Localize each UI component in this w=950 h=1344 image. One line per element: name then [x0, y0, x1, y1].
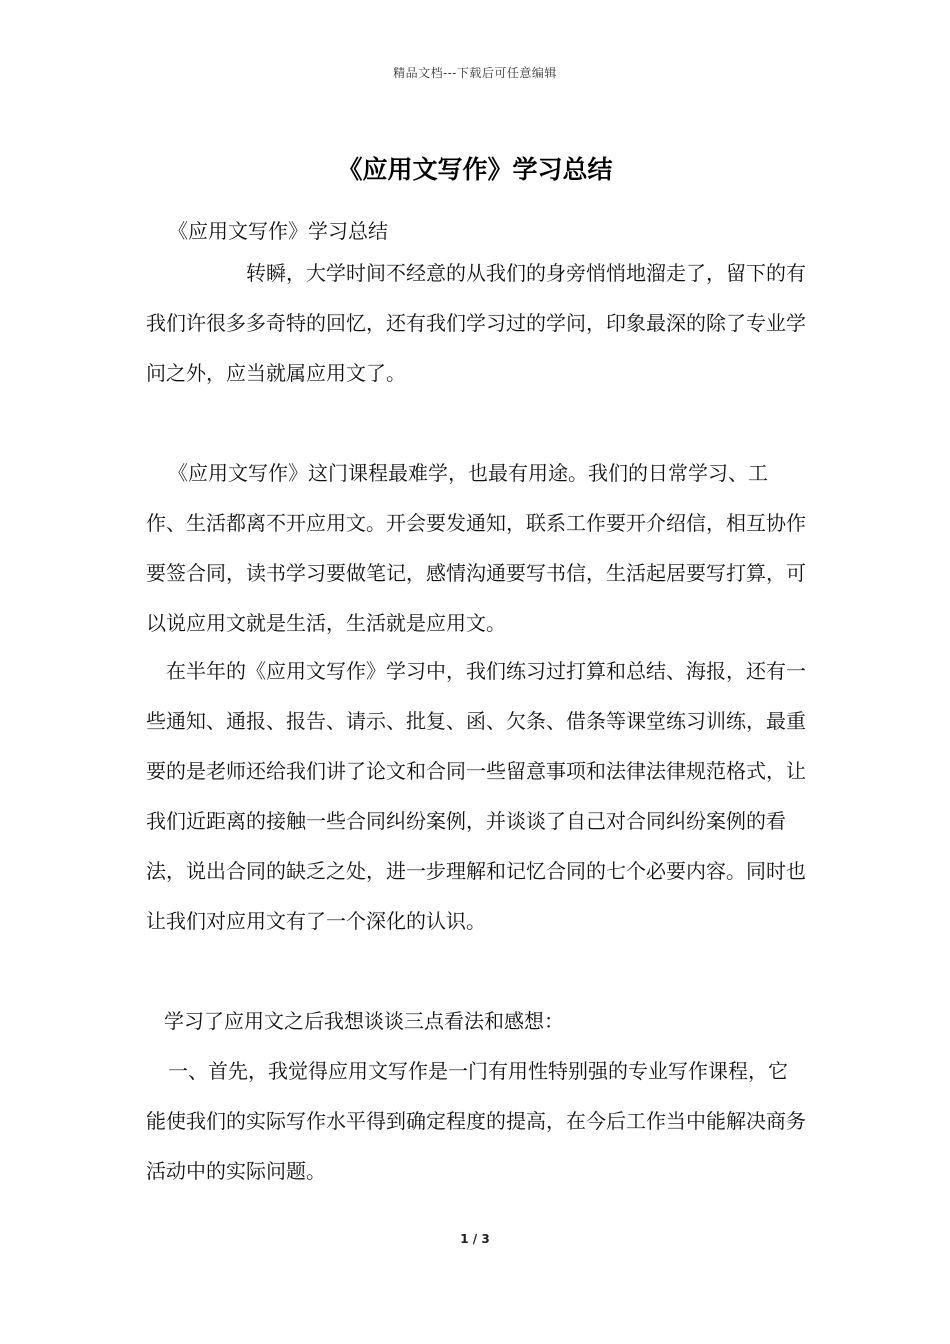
paragraph-text: 《应用文写作》这门课程最难学，也最有用途。我们的日常学习、工作、生活都离不开应用文。开会要发通知，联系工作要开介绍信，相互协作要签合同，读书学习要做笔记，感情沟通要写书信，生活起居要写打算，可以说应用文就是生活，生活就是应用文。	[146, 461, 806, 635]
paragraph-course	[146, 448, 806, 648]
paragraph-point-one	[146, 1046, 806, 1196]
document-title: 《应用文写作》学习总结	[337, 155, 613, 184]
paragraph-text: 学习了应用文之后我想谈谈三点看法和感想：	[164, 1009, 564, 1033]
paragraph-text: 《应用文写作》学习总结	[168, 219, 388, 243]
paragraph-intro	[146, 248, 806, 398]
paragraph-text: 一、首先，我觉得应用文写作是一门有用性特别强的专业写作课程，它能使我们的实际写作水平得到确定程度的提高，在今后工作当中能解决商务活动中的实际问题。	[146, 1059, 806, 1183]
paragraph-text: 在半年的《应用文写作》学习中，我们练习过打算和总结、海报，还有一些通知、通报、报告、请示、批复、函、欠条、借条等课堂练习训练，最重要的是老师还给我们讲了论文和合同一些留意事项和法律法律规范格式，让我们近距离的接触一些合同纠纷案例，并谈谈了自己对合同纠纷案例的看法，说出合同的缺乏之处，进一步理解和记忆合同的七个必要内容。同时也让我们对应用文有了一个深化的认识。	[146, 659, 806, 933]
paragraph-study	[146, 646, 806, 946]
page-number: 1 / 3	[460, 1232, 490, 1246]
paragraph-text: 转瞬，大学时间不经意的从我们的身旁悄悄地溜走了，留下的有我们许很多多奇特的回忆，还有我们学习过的学问，印象最深的除了专业学问之外，应当就属应用文了。	[146, 261, 806, 385]
header-note: 精品文档---下载后可任意编辑	[393, 66, 557, 80]
paragraph-thoughts-intro	[146, 996, 806, 1046]
